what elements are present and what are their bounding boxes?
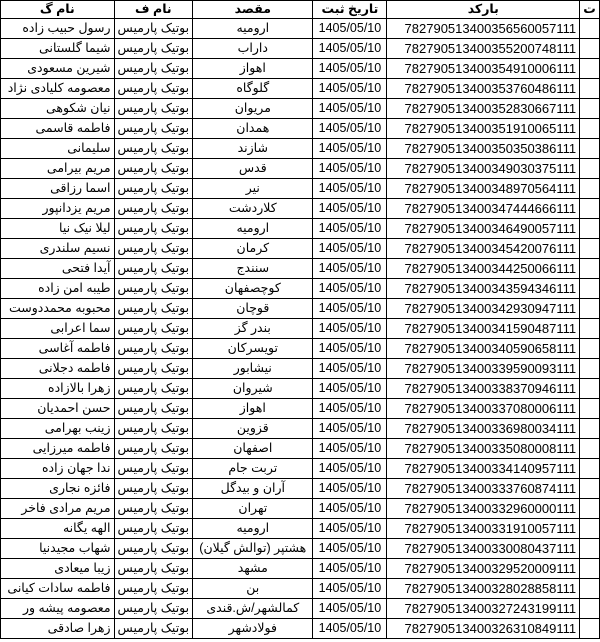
table-row: [1, 279, 600, 299]
table-row: [1, 539, 600, 559]
cell-destination[interactable]: فولادشهر: [193, 619, 313, 639]
cell-family[interactable]: بوتیک پارمیس: [114, 99, 193, 119]
cell-name[interactable]: شهاب مجیدنیا: [1, 539, 115, 559]
cell-destination[interactable]: کلاردشت: [193, 199, 313, 219]
cell-date[interactable]: 1405/05/10: [313, 499, 387, 519]
cell-barcode[interactable]: 782790513400332960000111: [387, 499, 580, 519]
cell-family[interactable]: بوتیک پارمیس: [114, 139, 193, 159]
cell-family[interactable]: بوتیک پارمیس: [114, 59, 193, 79]
cell-barcode[interactable]: 782790513400326310849111: [387, 619, 580, 639]
cell-barcode[interactable]: 782790513400341590487111: [387, 319, 580, 339]
cell-barcode[interactable]: 782790513400336980034111: [387, 419, 580, 439]
cell-barcode[interactable]: 782790513400353760486111: [387, 79, 580, 99]
table-row: [1, 219, 600, 239]
cell-date[interactable]: 1405/05/10: [313, 319, 387, 339]
column-header-barcode[interactable]: بارکد: [387, 1, 580, 19]
cell-index[interactable]: [580, 379, 600, 399]
cell-family[interactable]: بوتیک پارمیس: [114, 379, 193, 399]
cell-name[interactable]: فاطمه سادات کیانی: [1, 579, 115, 599]
cell-destination[interactable]: نیشابور: [193, 359, 313, 379]
cell-destination[interactable]: کمالشهر/ش.قندی: [193, 599, 313, 619]
cell-barcode[interactable]: 782790513400343594346111: [387, 279, 580, 299]
cell-name[interactable]: اسما رزاقی: [1, 179, 115, 199]
cell-name[interactable]: سما اعرابی: [1, 319, 115, 339]
cell-family[interactable]: بوتیک پارمیس: [114, 359, 193, 379]
table-row: [1, 619, 600, 639]
table-row: [1, 139, 600, 159]
cell-date[interactable]: 1405/05/10: [313, 519, 387, 539]
table-row: [1, 459, 600, 479]
cell-index[interactable]: [580, 79, 600, 99]
cell-name[interactable]: سلیمانی: [1, 139, 115, 159]
cell-name[interactable]: فاطمه آغاسی: [1, 339, 115, 359]
cell-family[interactable]: بوتیک پارمیس: [114, 519, 193, 539]
cell-destination[interactable]: بندر گز: [193, 319, 313, 339]
cell-destination[interactable]: گلوگاه: [193, 79, 313, 99]
cell-name[interactable]: زینب بهرامی: [1, 419, 115, 439]
cell-index[interactable]: [580, 339, 600, 359]
cell-date[interactable]: 1405/05/10: [313, 179, 387, 199]
cell-name[interactable]: محبوبه محمددوست: [1, 299, 115, 319]
cell-index[interactable]: [580, 259, 600, 279]
cell-destination[interactable]: ارومیه: [193, 219, 313, 239]
table-row: [1, 479, 600, 499]
cell-date[interactable]: 1405/05/10: [313, 419, 387, 439]
table-row: [1, 99, 600, 119]
cell-family[interactable]: بوتیک پارمیس: [114, 479, 193, 499]
cell-barcode[interactable]: 782790513400342930947111: [387, 299, 580, 319]
table-row: [1, 319, 600, 339]
cell-destination[interactable]: قدس: [193, 159, 313, 179]
table-row: [1, 19, 600, 39]
table-row: [1, 119, 600, 139]
cell-date[interactable]: 1405/05/10: [313, 539, 387, 559]
cell-index[interactable]: [580, 499, 600, 519]
cell-date[interactable]: 1405/05/10: [313, 619, 387, 639]
cell-barcode[interactable]: 782790513400328028858111: [387, 579, 580, 599]
cell-date[interactable]: 1405/05/10: [313, 199, 387, 219]
table-row: [1, 159, 600, 179]
cell-name[interactable]: ندا جهان زاده: [1, 459, 115, 479]
cell-name[interactable]: آیدا فتحی: [1, 259, 115, 279]
cell-family[interactable]: بوتیک پارمیس: [114, 19, 193, 39]
cell-family[interactable]: بوتیک پارمیس: [114, 499, 193, 519]
table-row: [1, 59, 600, 79]
cell-index[interactable]: [580, 459, 600, 479]
cell-family[interactable]: بوتیک پارمیس: [114, 539, 193, 559]
cell-index[interactable]: [580, 299, 600, 319]
cell-destination[interactable]: همدان: [193, 119, 313, 139]
cell-destination[interactable]: ارومیه: [193, 519, 313, 539]
cell-date[interactable]: 1405/05/10: [313, 479, 387, 499]
cell-name[interactable]: مریم بیرامی: [1, 159, 115, 179]
cell-index[interactable]: [580, 319, 600, 339]
table-row: [1, 259, 600, 279]
cell-barcode[interactable]: 782790513400339590093111: [387, 359, 580, 379]
cell-index[interactable]: [580, 39, 600, 59]
cell-index[interactable]: [580, 439, 600, 459]
cell-destination[interactable]: قزوین: [193, 419, 313, 439]
cell-date[interactable]: 1405/05/10: [313, 119, 387, 139]
cell-name[interactable]: فاطمه قاسمی: [1, 119, 115, 139]
cell-barcode[interactable]: 782790513400335080008111: [387, 439, 580, 459]
cell-name[interactable]: زهرا صادقی: [1, 619, 115, 639]
cell-family[interactable]: بوتیک پارمیس: [114, 339, 193, 359]
cell-name[interactable]: معصومه کلیادی نژاد: [1, 79, 115, 99]
cell-barcode[interactable]: 782790513400327243199111: [387, 599, 580, 619]
cell-destination[interactable]: آران و بیدگل: [193, 479, 313, 499]
cell-barcode[interactable]: 782790513400355200748111: [387, 39, 580, 59]
cell-name[interactable]: حسن احمدیان: [1, 399, 115, 419]
cell-barcode[interactable]: 782790513400333760874111: [387, 479, 580, 499]
cell-date[interactable]: 1405/05/10: [313, 39, 387, 59]
cell-destination[interactable]: تهران: [193, 499, 313, 519]
cell-family[interactable]: بوتیک پارمیس: [114, 599, 193, 619]
cell-family[interactable]: بوتیک پارمیس: [114, 219, 193, 239]
cell-family[interactable]: بوتیک پارمیس: [114, 279, 193, 299]
table-row: [1, 399, 600, 419]
cell-date[interactable]: 1405/05/10: [313, 399, 387, 419]
cell-name[interactable]: فاطمه دجلانی: [1, 359, 115, 379]
cell-family[interactable]: بوتیک پارمیس: [114, 399, 193, 419]
cell-family[interactable]: بوتیک پارمیس: [114, 419, 193, 439]
cell-index[interactable]: [580, 219, 600, 239]
cell-barcode[interactable]: 782790513400348970564111: [387, 179, 580, 199]
cell-index[interactable]: [580, 419, 600, 439]
cell-barcode[interactable]: 782790513400349030375111: [387, 159, 580, 179]
cell-date[interactable]: 1405/05/10: [313, 19, 387, 39]
cell-index[interactable]: [580, 579, 600, 599]
cell-index[interactable]: [580, 559, 600, 579]
cell-name[interactable]: شیما گلستانی: [1, 39, 115, 59]
cell-date[interactable]: 1405/05/10: [313, 299, 387, 319]
cell-family[interactable]: بوتیک پارمیس: [114, 79, 193, 99]
table-row: [1, 339, 600, 359]
cell-index[interactable]: [580, 619, 600, 639]
table-row: [1, 519, 600, 539]
table-row: [1, 199, 600, 219]
cell-barcode[interactable]: 782790513400344250066111: [387, 259, 580, 279]
cell-family[interactable]: بوتیک پارمیس: [114, 459, 193, 479]
cell-name[interactable]: نیان شکوهی: [1, 99, 115, 119]
cell-barcode[interactable]: 782790513400352830667111: [387, 99, 580, 119]
cell-destination[interactable]: تربت جام: [193, 459, 313, 479]
cell-name[interactable]: مریم مرادی فاخر: [1, 499, 115, 519]
cell-destination[interactable]: تویسرکان: [193, 339, 313, 359]
cell-family[interactable]: بوتیک پارمیس: [114, 299, 193, 319]
cell-date[interactable]: 1405/05/10: [313, 339, 387, 359]
cell-barcode[interactable]: 782790513400347444666111: [387, 199, 580, 219]
table-row: [1, 579, 600, 599]
cell-date[interactable]: 1405/05/10: [313, 139, 387, 159]
cell-barcode[interactable]: 782790513400329520009111: [387, 559, 580, 579]
cell-family[interactable]: بوتیک پارمیس: [114, 39, 193, 59]
cell-name[interactable]: الهه یگانه: [1, 519, 115, 539]
cell-family[interactable]: بوتیک پارمیس: [114, 159, 193, 179]
column-header-date[interactable]: تاریخ ثبت: [313, 1, 387, 19]
cell-date[interactable]: 1405/05/10: [313, 359, 387, 379]
cell-barcode[interactable]: 782790513400351910065111: [387, 119, 580, 139]
cell-index[interactable]: [580, 199, 600, 219]
cell-index[interactable]: [580, 59, 600, 79]
cell-family[interactable]: بوتیک پارمیس: [114, 559, 193, 579]
cell-index[interactable]: [580, 399, 600, 419]
cell-barcode[interactable]: 782790513400356560057111: [387, 19, 580, 39]
cell-date[interactable]: 1405/05/10: [313, 379, 387, 399]
cell-name[interactable]: شیرین مسعودی: [1, 59, 115, 79]
cell-destination[interactable]: مریوان: [193, 99, 313, 119]
cell-barcode[interactable]: 782790513400354910006111: [387, 59, 580, 79]
cell-index[interactable]: [580, 599, 600, 619]
cell-destination[interactable]: شازند: [193, 139, 313, 159]
cell-family[interactable]: بوتیک پارمیس: [114, 239, 193, 259]
column-header-destination[interactable]: مقصد: [193, 1, 313, 19]
cell-family[interactable]: بوتیک پارمیس: [114, 119, 193, 139]
cell-destination[interactable]: شیروان: [193, 379, 313, 399]
cell-name[interactable]: فائزه نجاری: [1, 479, 115, 499]
cell-family[interactable]: بوتیک پارمیس: [114, 179, 193, 199]
cell-destination[interactable]: کوچصفهان: [193, 279, 313, 299]
cell-destination[interactable]: کرمان: [193, 239, 313, 259]
cell-destination[interactable]: داراب: [193, 39, 313, 59]
table-row: [1, 599, 600, 619]
cell-destination[interactable]: اصفهان: [193, 439, 313, 459]
table-row: [1, 499, 600, 519]
cell-destination[interactable]: سنندج: [193, 259, 313, 279]
cell-date[interactable]: 1405/05/10: [313, 219, 387, 239]
cell-barcode[interactable]: 782790513400338370946111: [387, 379, 580, 399]
cell-destination[interactable]: نیر: [193, 179, 313, 199]
cell-date[interactable]: 1405/05/10: [313, 259, 387, 279]
cell-date[interactable]: 1405/05/10: [313, 559, 387, 579]
cell-barcode[interactable]: 782790513400330080437111: [387, 539, 580, 559]
cell-index[interactable]: [580, 359, 600, 379]
column-header-index[interactable]: ت: [580, 1, 600, 19]
column-header-family[interactable]: نام ف: [114, 1, 193, 19]
table-row: [1, 79, 600, 99]
cell-destination[interactable]: مشهد: [193, 559, 313, 579]
table-row: [1, 299, 600, 319]
cell-barcode[interactable]: 782790513400345420076111: [387, 239, 580, 259]
table-row: [1, 559, 600, 579]
cell-family[interactable]: بوتیک پارمیس: [114, 619, 193, 639]
cell-destination[interactable]: قوچان: [193, 299, 313, 319]
cell-barcode[interactable]: 782790513400334140957111: [387, 459, 580, 479]
cell-name[interactable]: رسول حبیب زاده: [1, 19, 115, 39]
table-row: [1, 239, 600, 259]
cell-date[interactable]: 1405/05/10: [313, 79, 387, 99]
cell-barcode[interactable]: 782790513400331910057111: [387, 519, 580, 539]
cell-index[interactable]: [580, 19, 600, 39]
table-row: [1, 359, 600, 379]
cell-date[interactable]: 1405/05/10: [313, 599, 387, 619]
cell-index[interactable]: [580, 179, 600, 199]
table-row: [1, 39, 600, 59]
cell-barcode[interactable]: 782790513400337080006111: [387, 399, 580, 419]
cell-date[interactable]: 1405/05/10: [313, 439, 387, 459]
cell-index[interactable]: [580, 239, 600, 259]
cell-index[interactable]: [580, 159, 600, 179]
cell-name[interactable]: فاطمه میرزایی: [1, 439, 115, 459]
cell-index[interactable]: [580, 539, 600, 559]
cell-barcode[interactable]: 782790513400346490057111: [387, 219, 580, 239]
cell-barcode[interactable]: 782790513400350350386111: [387, 139, 580, 159]
cell-family[interactable]: بوتیک پارمیس: [114, 199, 193, 219]
cell-destination[interactable]: اهواز: [193, 59, 313, 79]
cell-destination[interactable]: ارومیه: [193, 19, 313, 39]
cell-name[interactable]: زهرا بالازاده: [1, 379, 115, 399]
column-header-name[interactable]: نام گ: [1, 1, 115, 19]
cell-family[interactable]: بوتیک پارمیس: [114, 439, 193, 459]
cell-name[interactable]: لیلا نیک نیا: [1, 219, 115, 239]
cell-date[interactable]: 1405/05/10: [313, 159, 387, 179]
table-row: [1, 379, 600, 399]
table-row: [1, 179, 600, 199]
cell-family[interactable]: بوتیک پارمیس: [114, 259, 193, 279]
cell-barcode[interactable]: 782790513400340590658111: [387, 339, 580, 359]
cell-index[interactable]: [580, 519, 600, 539]
cell-date[interactable]: 1405/05/10: [313, 59, 387, 79]
table-row: [1, 439, 600, 459]
cell-index[interactable]: [580, 119, 600, 139]
cell-date[interactable]: 1405/05/10: [313, 579, 387, 599]
table-row: [1, 419, 600, 439]
cell-family[interactable]: بوتیک پارمیس: [114, 319, 193, 339]
cell-index[interactable]: [580, 479, 600, 499]
cell-index[interactable]: [580, 99, 600, 119]
cell-destination[interactable]: بن: [193, 579, 313, 599]
cell-index[interactable]: [580, 279, 600, 299]
cell-name[interactable]: زیبا میعادی: [1, 559, 115, 579]
cell-date[interactable]: 1405/05/10: [313, 459, 387, 479]
cell-name[interactable]: نسیم سلندری: [1, 239, 115, 259]
cell-destination[interactable]: اهواز: [193, 399, 313, 419]
cell-index[interactable]: [580, 139, 600, 159]
cell-family[interactable]: بوتیک پارمیس: [114, 579, 193, 599]
cell-destination[interactable]: هشتپر (توالش گیلان): [193, 539, 313, 559]
cell-name[interactable]: طیبه امن زاده: [1, 279, 115, 299]
cell-name[interactable]: مریم یزدانپور: [1, 199, 115, 219]
header-row: [1, 1, 600, 19]
cell-date[interactable]: 1405/05/10: [313, 239, 387, 259]
cell-name[interactable]: معصومه پیشه ور: [1, 599, 115, 619]
cell-date[interactable]: 1405/05/10: [313, 279, 387, 299]
cell-date[interactable]: 1405/05/10: [313, 99, 387, 119]
